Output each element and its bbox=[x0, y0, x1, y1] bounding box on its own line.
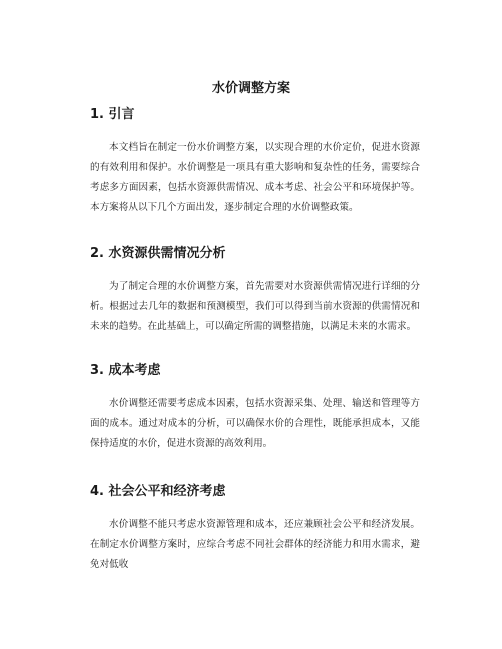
section-paragraph-supply-demand: 为了制定合理的水价调整方案，首先需要对水资源供需情况进行详细的分析。根据过去几年的数据和预测模型，我们可以得到当前水资源的供需情况和未来的趋势。在此基础上，可以确定所需的调整措施，以满足未来的水需求。 bbox=[90, 281, 420, 332]
section-heading-introduction: 1. 引言 bbox=[90, 107, 135, 122]
section-heading-equity-economy: 4. 社会公平和经济考虑 bbox=[90, 484, 226, 499]
section-paragraph-introduction: 本文档旨在制定一份水价调整方案，以实现合理的水价定价，促进水资源的有效利用和保护。水价调整是一项具有重大影响和复杂性的任务，需要综合考虑多方面因素，包括水资源供需情况、成本考虑、社会公平和环境保护等。本方案将从以下几个方面出发，逐步制定合理的水价调整政策。 bbox=[90, 142, 420, 213]
section-paragraph-cost: 水价调整还需要考虑成本因素，包括水资源采集、处理、输送和管理等方面的成本。通过对成本的分析，可以确保水价的合理性，既能承担成本，又能保持适度的水价，促进水资源的高效利用。 bbox=[90, 398, 420, 449]
section-heading-supply-demand: 2. 水资源供需情况分析 bbox=[90, 246, 226, 261]
section-paragraph-equity-economy: 水价调整不能只考虑水资源管理和成本，还应兼顾社会公平和经济发展。在制定水价调整方案时，应综合考虑不同社会群体的经济能力和用水需求，避免对低收 bbox=[90, 519, 420, 570]
document-title: 水价调整方案 bbox=[211, 81, 290, 96]
section-heading-cost: 3. 成本考虑 bbox=[90, 363, 161, 378]
